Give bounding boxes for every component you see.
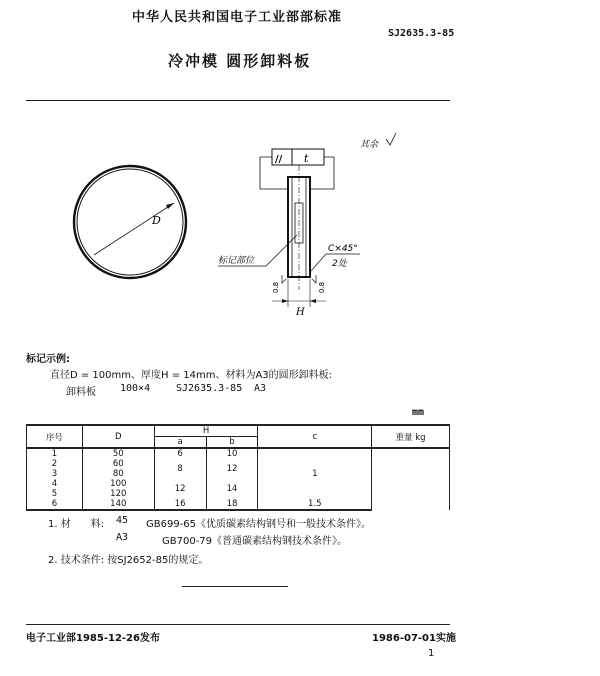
- header-d: D: [82, 425, 154, 448]
- header-h-b: b: [206, 437, 258, 449]
- plate-outline-outer: [74, 166, 186, 278]
- document-title: 冷冲模 圆形卸料板: [168, 52, 312, 70]
- technical-drawing: [60, 125, 400, 330]
- table-row: 2 60 8 12: [27, 459, 450, 469]
- table-row: 5 120: [27, 489, 450, 499]
- chamfer-label: C×45°: [328, 244, 358, 254]
- c-value-2: 1.5: [258, 499, 372, 510]
- end-rule: [182, 586, 288, 587]
- note-material-2: A3: [116, 532, 129, 543]
- note-technical: 2. 技术条件: 按SJ2652-85的规定。: [48, 555, 209, 566]
- roughness-note: 其余: [360, 140, 379, 150]
- header-h: H: [154, 425, 258, 437]
- parallel-icon: //: [275, 154, 283, 165]
- thickness-label: H: [296, 307, 305, 318]
- footer-rule: [26, 624, 450, 625]
- table-row: 4 100 12 14: [27, 479, 450, 489]
- note-standard-2: GB700-79《普通碳素结构钢技术条件》。: [162, 536, 348, 547]
- page-number: 1: [428, 648, 435, 659]
- header-rule: [26, 100, 450, 101]
- marking-example-line: 直径D = 100mm、厚度H = 14mm、材料为A3的圆形卸料板:: [50, 370, 333, 381]
- marking-example-material: A3: [254, 383, 267, 394]
- roughness-icon: [386, 133, 396, 145]
- header-seq: 序号: [27, 425, 83, 448]
- effective-date: 1986-07-01实施: [372, 633, 456, 644]
- org-title: 中华人民共和国电子工业部部标准: [132, 10, 343, 25]
- chamfer-count: 2处: [332, 259, 347, 269]
- note-material-label: 1. 材 料:: [48, 519, 105, 530]
- tolerance-value: t: [304, 152, 309, 165]
- table-row: 3 80: [27, 469, 450, 479]
- surface-finish-left: 0.8: [272, 281, 280, 293]
- note-standard-1: GB699-65《优质碳素结构钢号和一般技术条件》。: [146, 519, 372, 530]
- issued-date: 电子工业部1985-12-26发布: [26, 633, 160, 644]
- marking-example-std: SJ2635.3-85: [176, 383, 243, 394]
- surface-finish-right: 0.8: [318, 281, 326, 293]
- standard-number: SJ2635.3-85: [388, 28, 455, 39]
- table-row: 1 50 6 10 1: [27, 448, 450, 459]
- spec-table: [26, 424, 450, 511]
- marking-example-size: 100×4: [120, 383, 151, 394]
- note-material-1: 45: [116, 515, 129, 526]
- marking-example-heading: 标记示例:: [26, 354, 70, 365]
- table-row: 6 140 16 18 1.5: [27, 499, 450, 510]
- marking-example-name: 卸料板: [66, 387, 96, 398]
- header-c: c: [258, 425, 372, 448]
- header-h-a: a: [154, 437, 206, 449]
- header-weight: 重量 kg: [372, 425, 450, 448]
- table-unit: mm: [412, 407, 425, 418]
- c-value-1: 1: [258, 448, 372, 499]
- diameter-line: [94, 203, 174, 255]
- diameter-label: D: [152, 214, 161, 227]
- plate-outline-inner: [77, 169, 183, 275]
- marking-label: 标记部位: [218, 256, 255, 266]
